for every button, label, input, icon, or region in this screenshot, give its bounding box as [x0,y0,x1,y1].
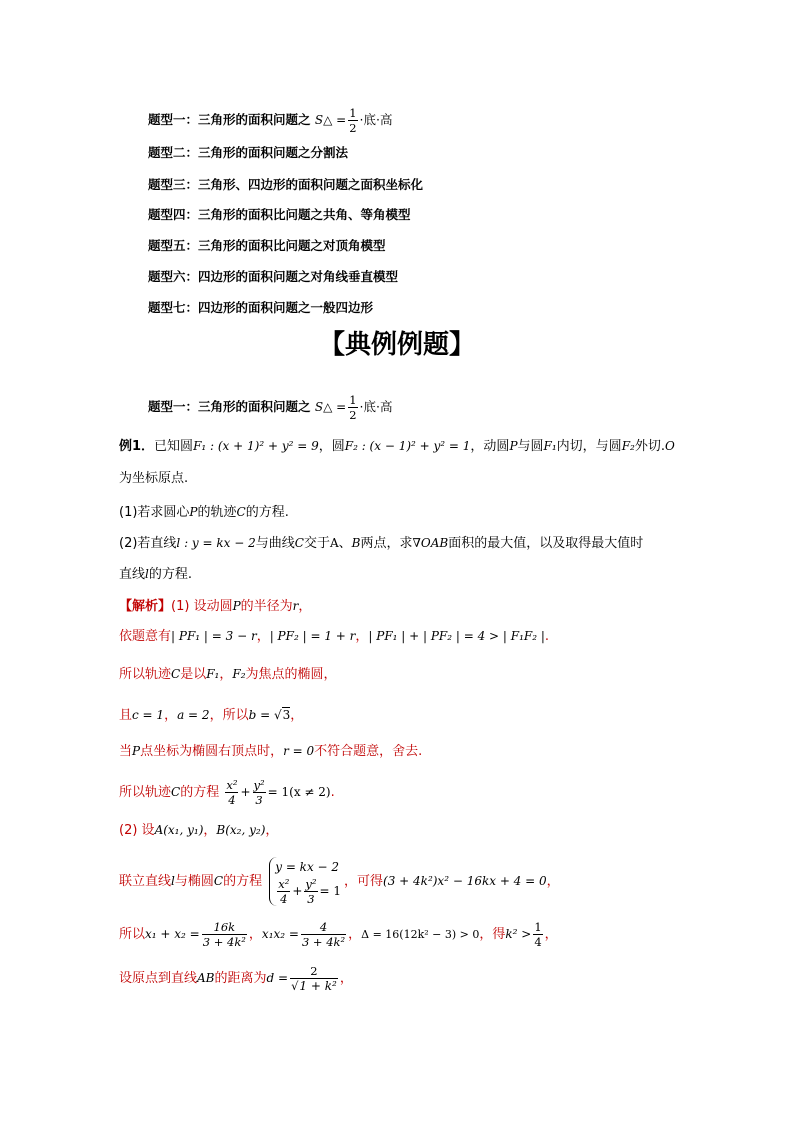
formula: S△ = [314,400,347,414]
text: 的方程 [223,874,263,889]
text: (2)若直线 [119,536,177,551]
text: 内切，与圆 [556,439,622,454]
text: ，圆 [318,439,345,454]
frac-den: 4 [228,793,236,807]
frac-num: 1 [349,393,357,407]
text: 且 [119,708,133,723]
text: ， [544,927,558,942]
fraction [202,920,247,949]
fraction: $\frac{2}{\text{√1 + k²}}$ [291,964,337,993]
text: 的方程 [180,785,220,800]
toc-label: 题型二： [148,145,199,160]
text: 当 [119,744,133,759]
var: F₁ [543,439,557,453]
frac-num: x² [226,778,238,792]
formula: (3 + 4k²)x² − 16kx + 4 = 0 [383,874,547,888]
var: F₁ [206,667,220,681]
frac-num: 16k [202,920,247,935]
text: 与圆 [517,439,544,454]
toc-label: 题型七： [148,300,199,315]
text: 已知圆 [154,439,194,454]
toc-item-7 [148,298,373,318]
frac-num: 1 [349,106,357,120]
question-1 [119,502,289,523]
sqrt-value: 3 [282,708,291,722]
formula: k² > [505,927,532,941]
text: 直线 [119,567,146,582]
formula: l : y = kx − 2 [176,536,256,550]
text: (2) 设 [119,823,155,838]
var: C [236,505,246,519]
formula: = 1 [319,884,342,898]
var: l [171,874,175,888]
frac-num: 4 [301,920,346,935]
text: ， [339,971,353,986]
var: O [664,439,675,453]
text: ， [248,927,262,942]
var: P [232,599,241,613]
toc-label: 题型五： [148,238,199,253]
solution-line-7 [119,820,278,841]
frac-den: 2 [349,408,357,422]
solution-line-6: 所以轨迹C的方程 $\frac{\text{x²}}{4}$ + $\frac{\text{y²}}{3}$ = 1(x ≠ 2). [119,778,335,807]
var: C [171,667,181,681]
frac-num: 1 [534,920,542,934]
toc-text: 三角形的面积问题之 [198,112,311,127]
text: 依题意有 [119,629,172,644]
var: AB [197,971,215,985]
toc-text: 四边形的面积问题之对角线垂直模型 [198,269,399,284]
text: 为焦点的椭圆， [245,667,337,682]
toc-text: 三角形的面积比问题之共角、等角模型 [198,207,411,222]
formula: | PF₂ | = 1 + r [269,629,356,643]
frac-den: 2 [349,121,357,135]
text: ， [290,708,304,723]
text: 所以轨迹 [119,785,172,800]
frac-den: 1 + k² [299,979,337,993]
text: ， [546,874,560,889]
formula-tail: ·底·高 [359,399,393,414]
solution-line-5 [119,741,422,762]
formula: A(x₁, y₁) [154,823,204,837]
toc-label: 题型一： [148,112,199,127]
question-2-cont [119,564,192,585]
toc-item-2 [148,143,348,163]
var: C [213,874,224,888]
text: . [330,785,335,800]
solution-tag: 【解析】 [119,599,172,614]
text: 的距离为 [214,971,267,986]
formula: x₁x₂ = [261,927,299,941]
fraction [277,877,290,906]
formula: d = [266,971,289,985]
text: ， [298,599,312,614]
text: 联立直线 [119,874,172,889]
formula: B(x₂, y₂) [216,823,266,837]
var: C [294,536,304,550]
text: 的轨迹 [197,505,237,520]
toc-text: 四边形的面积问题之一般四边形 [198,300,374,315]
toc-text: 三角形的面积比问题之对顶角模型 [198,238,386,253]
toc-label: 题型一： [148,399,199,414]
formula: Δ = 16(12k² − 3) > 0 [361,928,480,941]
text: (1)若求圆心 [119,505,190,520]
text: 面积的最大值，以及取得最大值时 [448,536,644,551]
text: ， [355,629,369,644]
var: l [145,567,149,581]
text: ，动圆 [470,439,510,454]
text: . [544,629,550,644]
formula: = 1(x ≠ 2) [267,785,331,799]
formula: F₁ : (x + 1)² + y² = 9 [193,439,319,453]
frac-num: y² [305,877,317,891]
var: P [132,744,141,758]
text: ， [164,708,178,723]
toc-item-4 [148,205,411,225]
var: C [171,785,181,799]
text: ，得 [479,927,506,942]
example-line-2: 为坐标原点. [119,471,189,486]
frac-den: 4 [280,892,288,906]
text: 两点，求 [360,536,413,551]
formula: S△ = [314,113,347,127]
formula: | PF₁ | + | PF₂ | = 4 > | F₁F₂ | [368,629,545,643]
toc-label: 题型六： [148,269,199,284]
fraction [533,920,542,949]
var: r [292,599,299,613]
var: F₂ [232,667,246,681]
var: P [509,439,518,453]
text: (1) 设动圆 [171,599,233,614]
text: 外切. [634,439,665,454]
text: 设原点到直线 [119,971,198,986]
frac-den: 3 [307,892,315,906]
var: A [329,536,339,550]
fraction [253,778,266,807]
text: 的方程. [245,505,289,520]
text: 的半径为 [240,599,293,614]
frac-den: 4 [534,935,542,949]
text: 是以 [180,667,207,682]
formula: b = [248,708,274,722]
text: 、 [338,536,352,551]
formula-tail: ·底·高 [359,112,393,127]
toc-label: 题型三： [148,177,199,192]
fraction [348,106,357,135]
subheading [148,393,393,422]
text: ， [203,823,217,838]
text: ， [348,927,362,942]
fraction [301,920,346,949]
frac-num: 2 [290,964,338,979]
example-line-1 [119,436,675,457]
toc-text: 三角形的面积问题之分割法 [198,145,349,160]
text: ， [265,823,279,838]
text: ，可得 [344,874,384,889]
section-heading: 【典例例题】 [318,330,475,360]
text: 所以轨迹 [119,667,172,682]
frac-num: x² [278,877,290,891]
formula: c = 1 [132,708,165,722]
text: 不符合题意，舍去. [314,744,423,759]
frac-num: y² [253,778,265,792]
var: P [189,505,198,519]
frac-den: 3 [255,793,263,807]
text: 交于 [303,536,330,551]
text: 与曲线 [255,536,295,551]
formula: x₁ + x₂ = [145,927,200,941]
toc-item-5 [148,236,386,256]
text: 点坐标为椭圆右顶点时， [140,744,284,759]
solution-line-2 [119,626,549,647]
var: F₂ [621,439,635,453]
fraction [225,778,238,807]
formula: r = 0 [283,744,315,758]
solution-line-4: 且c = 1，a = 2，所以b = √3， [119,708,304,723]
solution-line-8 [119,855,560,908]
equation-system: y = kx − 2 $\frac{\text{x²}}{4}$ + $\frac{\text{y²}}{3}$ = 1 [269,857,341,906]
question-2 [119,533,643,554]
solution-line-3 [119,664,337,685]
fraction [348,393,357,422]
text: 的方程. [148,567,192,582]
formula: a = 2 [177,708,210,722]
text: ， [256,629,270,644]
frac-den: 3 + 4k² [202,935,246,949]
formula: F₂ : (x − 1)² + y² = 1 [344,439,471,453]
toc-label: 题型四： [148,207,199,222]
example-label: 例1． [119,439,155,454]
solution-line-10 [119,964,353,993]
text: ， [219,667,233,682]
var: B [351,536,361,550]
text: ，所以 [209,708,249,723]
fraction [304,877,317,906]
toc-text: 三角形、四边形的面积问题之面积坐标化 [198,177,424,192]
text: 与椭圆 [174,874,214,889]
text: 所以 [119,927,146,942]
toc-item-1 [148,106,393,135]
frac-den: 3 + 4k² [301,935,346,949]
toc-item-3 [148,175,423,195]
solution-line-9 [119,920,558,949]
formula: | PF₁ | = 3 − r [171,629,257,643]
formula: ∇OAB [412,536,449,550]
toc-item-6 [148,267,398,287]
toc-text: 三角形的面积问题之 [198,399,311,414]
formula: y = kx − 2 [275,860,340,874]
solution-line-1 [119,596,311,617]
